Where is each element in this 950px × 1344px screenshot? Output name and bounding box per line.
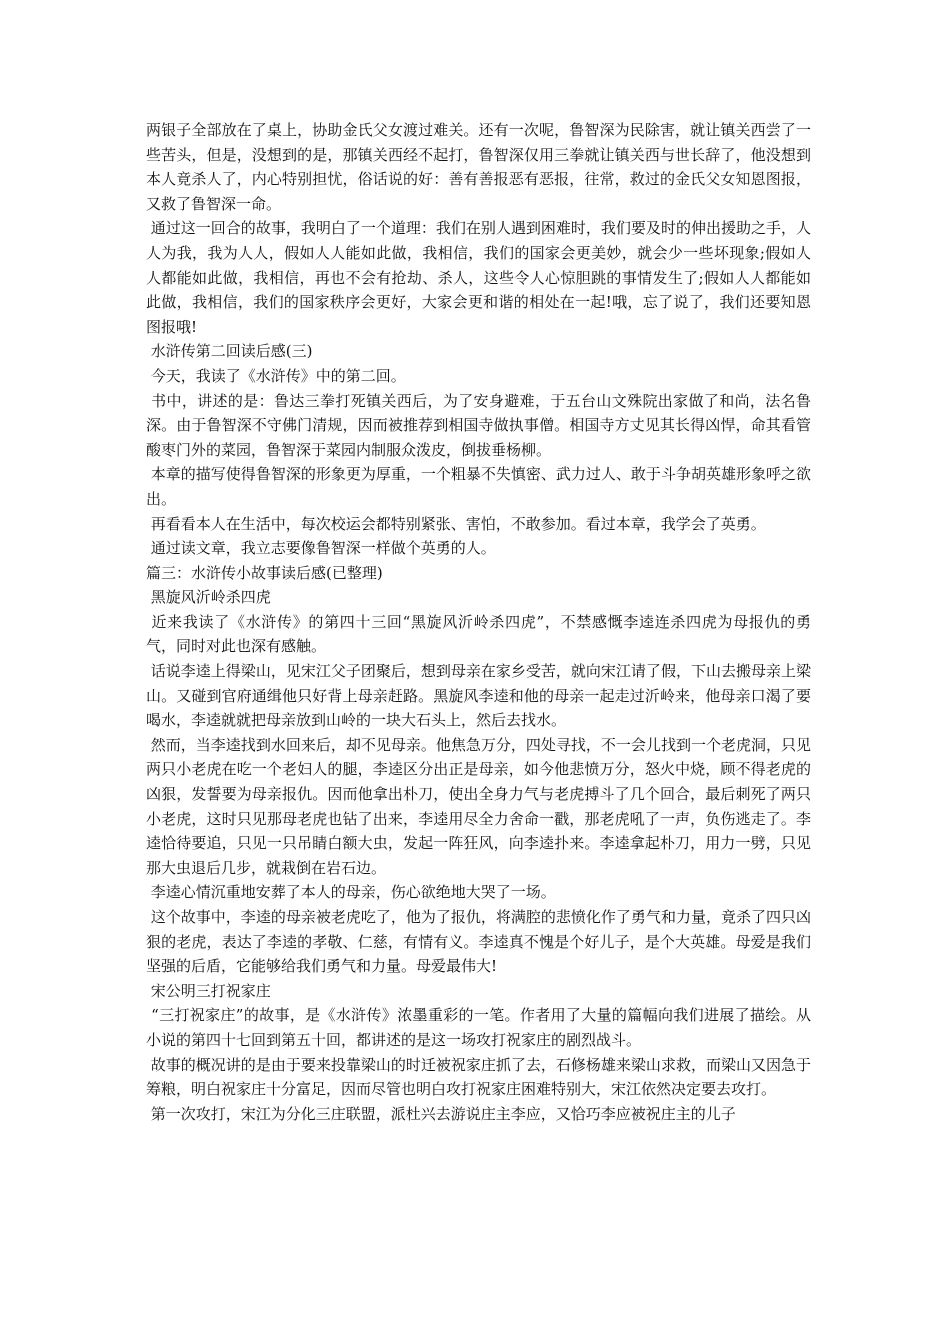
paragraph: 第一次攻打，宋江为分化三庄联盟，派杜兴去游说庄主李应，又恰巧李应被祝庄主的儿子: [146, 1104, 736, 1123]
paragraph: 两银子全部放在了桌上，协助金氏父女渡过难关。还有一次呢，鲁智深为民除害，就让镇关西尝了一些苦头，但是，没想到的是，那镇关西经不起打，鲁智深仅用三拳就让镇关西与世长辞了，他没想到本人竟杀人了，内心特别担忧，俗话说的好：善有善报恶有恶报，往常，救过的金氏父女知恩图报，又救了鲁智深一命。: [146, 121, 811, 213]
section-heading: 水浒传第二回读后感(三): [146, 342, 313, 361]
paragraph: 李逵心情沉重地安葬了本人的母亲，伤心欲绝地大哭了一场。: [146, 883, 556, 902]
section-heading: 篇三：水浒传小故事读后感(已整理): [146, 563, 383, 582]
story-title: 黑旋风沂岭杀四虎: [146, 588, 271, 607]
paragraph: 近来我读了《水浒传》的第四十三回“黑旋风沂岭杀四虎”，不禁感慨李逵连杀四虎为母报仇的勇气，同时对此也深有感触。: [146, 612, 811, 656]
paragraph: 今天，我读了《水浒传》中的第二回。: [146, 366, 406, 385]
paragraph: 本章的描写使得鲁智深的形象更为厚重，一个粗暴不失慎密、武力过人、敢于斗争胡英雄形象呼之欲出。: [146, 465, 811, 508]
paragraph: 话说李逵上得梁山，见宋江父子团聚后，想到母亲在家乡受苦，就向宋江请了假，下山去搬母亲上梁山。又碰到官府通缉他只好背上母亲赶路。黑旋风李逵和他的母亲一起走过沂岭来，他母亲口渴了要喝水，李逵就就把母亲放到山岭的一块大石头上，然后去找水。: [146, 662, 811, 730]
paragraph: 故事的概况讲的是由于要来投靠梁山的时迁被祝家庄抓了去，石修杨雄来梁山求救，而梁山又因急于筹粮，明白祝家庄十分富足，因而尽管也明白攻打祝家庄困难特别大，宋江依然决定要去攻打。: [146, 1055, 811, 1099]
story-title: 宋公明三打祝家庄: [146, 981, 271, 1000]
paragraph: “三打祝家庄”的故事，是《水浒传》浓墨重彩的一笔。作者用了大量的篇幅向我们进展了描绘。从小说的第四十七回到第五十回，都讲述的是这一场攻打祝家庄的剧烈战斗。: [146, 1006, 811, 1049]
paragraph: 再看看本人在生活中，每次校运会都特别紧张、害怕，不敢参加。看过本章，我学会了英勇。: [146, 514, 766, 533]
paragraph: 通过这一回合的故事，我明白了一个道理：我们在别人遇到困难时，我们要及时的伸出援助之手，人人为我，我为人人，假如人人能如此做，我相信，我们的国家会更美妙，就会少一些坏现象;假如人人都能如此做，我相信，再也不会有抢劫、杀人，这些令人心惊胆跳的事情发生了;假如人人都能如此做，我相信，我们的国家秩序会更好，大家会更和谐的相处在一起!哦，忘了说了，我们还要知恩图报哦!: [146, 219, 811, 336]
paragraph: 通过读文章，我立志要像鲁智深一样做个英勇的人。: [146, 539, 496, 558]
document-page: [146, 118, 811, 1126]
paragraph: 书中，讲述的是：鲁达三拳打死镇关西后，为了安身避难，于五台山文殊院出家做了和尚，法名鲁深。由于鲁智深不守佛门清规，因而被推荐到相国寺做执事僧。相国寺方丈见其长得凶悍，命其看管酸枣门外的菜园，鲁智深于菜园内制服众泼皮，倒拔垂杨柳。: [146, 391, 811, 459]
paragraph: 这个故事中，李逵的母亲被老虎吃了，他为了报仇，将满腔的悲愤化作了勇气和力量，竟杀了四只凶狠的老虎，表达了李逵的孝敬、仁慈，有情有义。李逵真不愧是个好儿子，是个大英雄。母爱是我们坚强的后盾，它能够给我们勇气和力量。母爱最伟大!: [146, 908, 811, 976]
paragraph: 然而，当李逵找到水回来后，却不见母亲。他焦急万分，四处寻找，不一会儿找到一个老虎洞，只见两只小老虎在吃一个老妇人的腿，李逵区分出正是母亲，如今他悲愤万分，怒火中烧，顾不得老虎的凶狠，发誓要为母亲报仇。因而他拿出朴刀，使出全身力气与老虎搏斗了几个回合，最后刺死了两只小老虎，这时只见那母老虎也钻了出来，李逵用尽全力舍命一戳，那老虎吼了一声，负伤逃走了。李逵恰待要追，只见一只吊睛白额大虫，发起一阵狂风，向李逵扑来。李逵拿起朴刀，用力一劈，只见那大虫退后几步，就栽倒在岩石边。: [146, 735, 811, 877]
